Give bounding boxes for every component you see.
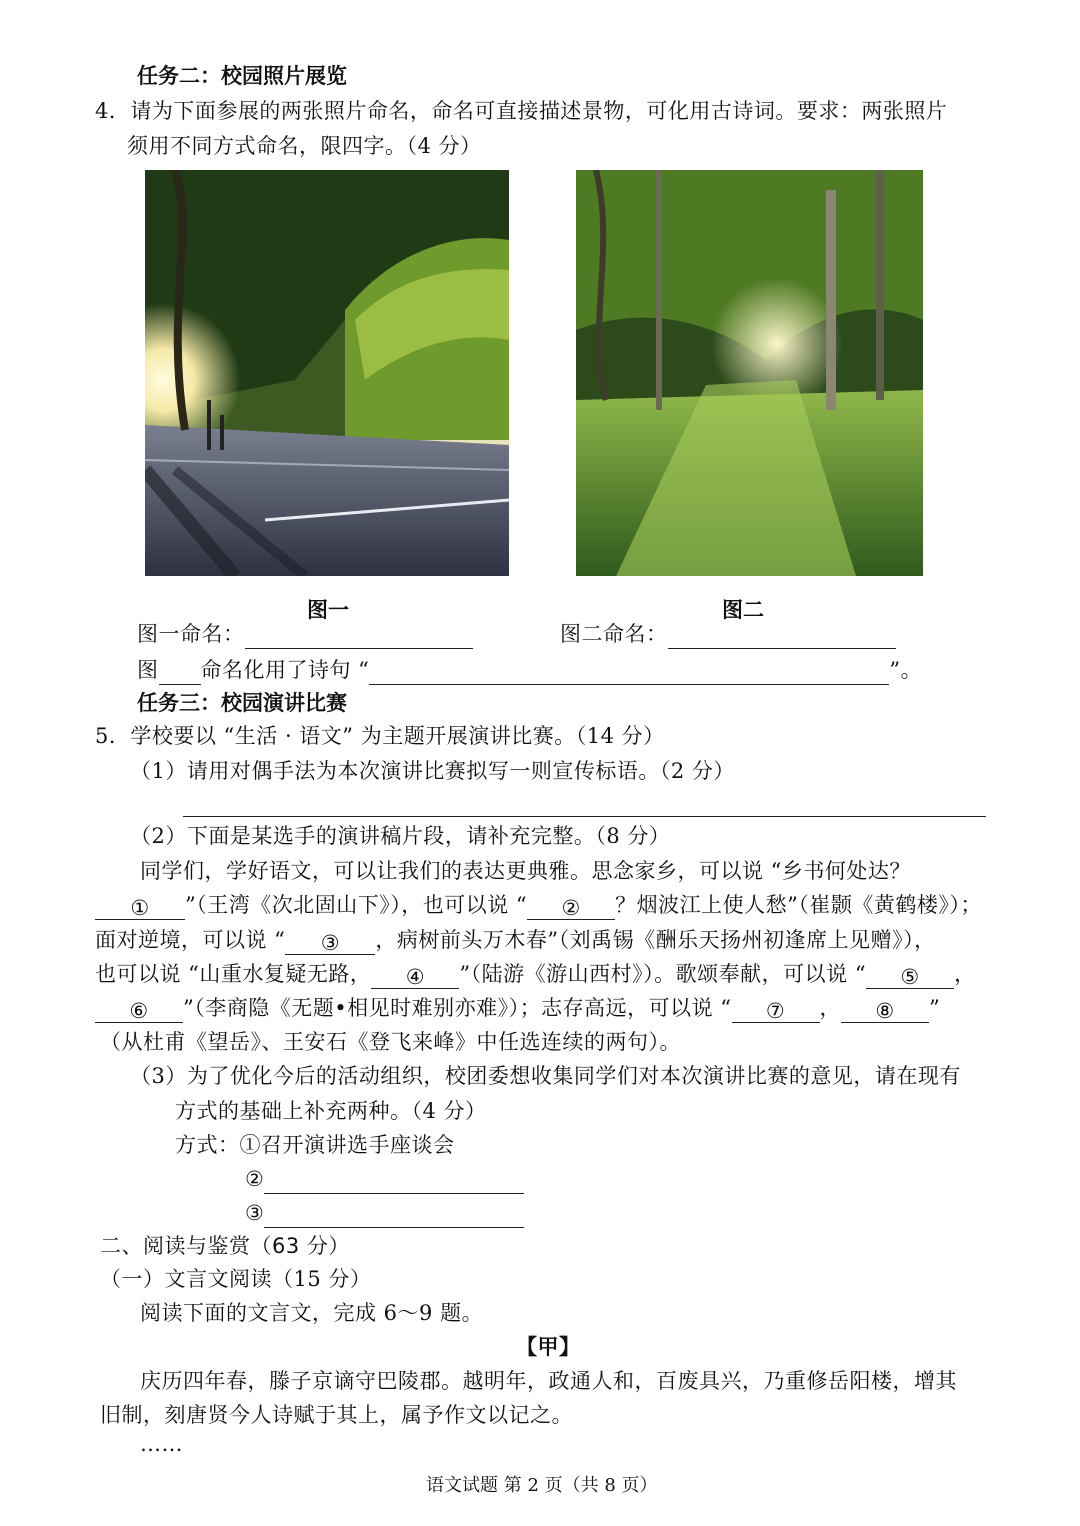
speech-line-2	[95, 890, 982, 920]
speech-l3b: ，病树前头万木春”（刘禹锡《酬乐天扬州初逢席上见赠》），	[375, 928, 936, 952]
question-4-line1: 4．请为下面参展的两张照片命名，命名可直接描述景物，可化用古诗词。要求：两张照片	[95, 99, 948, 123]
passage-line-1: 庆历四年春，滕子京谪守巴陵郡。越明年，政通人和，百废具兴，乃重修岳阳楼，增其	[140, 1369, 957, 1393]
speech-line-4	[95, 959, 976, 989]
passage-line-2: 旧制，刻唐贤今人诗赋于其上，属予作文以记之。	[100, 1403, 573, 1427]
blank-4[interactable]: ④	[371, 964, 459, 989]
slogan-answer-line[interactable]	[183, 816, 986, 817]
speech-l5b: ，	[819, 996, 842, 1020]
method-2-label: ②	[245, 1167, 265, 1191]
question-5-3-line1: （3）为了优化今后的活动组织，校团委想收集同学们对本次演讲比赛的意见，请在现有	[130, 1064, 961, 1088]
figure-2-name-label: 图二命名：	[560, 622, 668, 646]
blank-2[interactable]: ②	[527, 895, 615, 920]
passage-ellipsis: ……	[140, 1432, 183, 1456]
blank-6[interactable]: ⑥	[95, 998, 183, 1023]
speech-l4a: 也可以说 “山重水复疑无路，	[95, 962, 372, 986]
figure-1-name-label: 图一命名：	[137, 622, 245, 646]
method-3-label: ③	[245, 1201, 265, 1225]
question-4-line2: 须用不同方式命名，限四字。（4 分）	[127, 134, 482, 158]
task2-heading: 任务二：校园照片展览	[137, 64, 347, 88]
speech-l4b: ”（陆游《游山西村》）。歌颂奉献，可以说 “	[459, 962, 867, 986]
photo-figure-2	[576, 170, 923, 576]
figure-1-caption: 图一	[307, 598, 349, 622]
section-2-sub1: （一）文言文阅读（15 分）	[100, 1267, 372, 1291]
poem-mid: 命名化用了诗句 “	[200, 658, 370, 682]
question-5-3-line2: 方式的基础上补充两种。（4 分）	[175, 1099, 487, 1123]
poem-source-row	[137, 655, 922, 685]
speech-l5a: ”（李商隐《无题•相见时难别亦难》）；志存高远，可以说 “	[183, 996, 732, 1020]
poem-suffix: ”。	[889, 658, 923, 682]
speech-l2b: ？烟波江上使人愁”（崔颢《黄鹤楼》）；	[615, 893, 982, 917]
passage-jia-label: 【甲】	[516, 1334, 581, 1359]
figure-number-blank[interactable]	[159, 660, 201, 685]
poem-line-blank[interactable]	[369, 660, 889, 685]
speech-l4c: ，	[954, 962, 976, 986]
blank-8[interactable]: ⑧	[841, 998, 929, 1023]
photo-figure-1	[145, 170, 509, 576]
speech-line-3	[95, 925, 936, 955]
figure-1-name-blank[interactable]	[245, 624, 473, 649]
figure-2-name-row	[560, 619, 896, 649]
question-5-2: （2）下面是某选手的演讲稿片段，请补充完整。（8 分）	[130, 824, 671, 848]
method-2-row	[245, 1164, 524, 1194]
blank-3[interactable]: ③	[285, 930, 375, 955]
question-5: 5．学校要以 “生活 · 语文” 为主题开展演讲比赛。（14 分）	[95, 724, 665, 748]
task3-heading: 任务三：校园演讲比赛	[137, 691, 347, 715]
figure-2-caption: 图二	[722, 598, 764, 622]
figure-1-name-row	[137, 619, 473, 649]
reading-instruction: 阅读下面的文言文，完成 6～9 题。	[140, 1301, 484, 1325]
method-3-row	[245, 1198, 524, 1228]
blank-1[interactable]: ①	[95, 895, 185, 920]
method-1: 方式：①召开演讲选手座谈会	[175, 1133, 455, 1157]
figure-2-name-blank[interactable]	[668, 624, 896, 649]
section-2-heading: 二、阅读与鉴赏（63 分）	[100, 1234, 350, 1258]
method-2-blank[interactable]	[264, 1169, 524, 1194]
speech-line-1: 同学们，学好语文，可以让我们的表达更典雅。思念家乡，可以说 “乡书何处达？	[140, 859, 911, 883]
speech-l2a: ”（王湾《次北固山下》），也可以说 “	[185, 893, 528, 917]
blank-5[interactable]: ⑤	[866, 964, 954, 989]
speech-line-5	[95, 993, 940, 1023]
speech-l3a: 面对逆境，可以说 “	[95, 928, 286, 952]
page-footer: 语文试题 第 2 页（共 8 页）	[426, 1475, 658, 1496]
blank-7[interactable]: ⑦	[732, 998, 820, 1023]
speech-line-6: （从杜甫《望岳》、王安石《登飞来峰》中任选连续的两句）。	[100, 1030, 681, 1054]
poem-prefix: 图	[137, 658, 159, 682]
question-5-1: （1）请用对偶手法为本次演讲比赛拟写一则宣传标语。（2 分）	[130, 759, 735, 783]
speech-l5c: ”	[929, 996, 941, 1020]
method-3-blank[interactable]	[264, 1203, 524, 1228]
